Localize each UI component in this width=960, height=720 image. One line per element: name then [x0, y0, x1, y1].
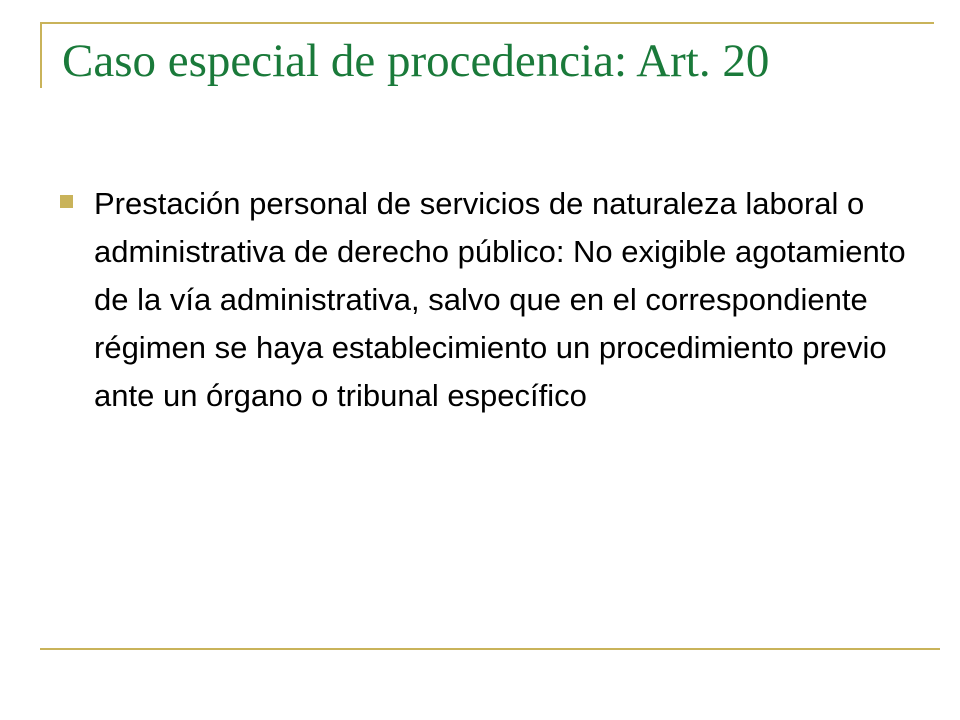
bullet-item [60, 180, 910, 420]
left-decorative-rule [40, 22, 42, 88]
slide-title: Caso especial de procedencia: Art. 20 [62, 35, 770, 87]
top-decorative-rule [40, 22, 934, 24]
bottom-decorative-rule [40, 648, 940, 650]
bullet-list [60, 180, 910, 420]
square-bullet-icon [60, 195, 73, 208]
bullet-text: Prestación personal de servicios de naturaleza laboral o administrativa de derecho público: No exigible agotamiento de la vía administrativa, salvo que en el correspondiente régimen se haya establecimiento un procedimiento previo ante un órgano o tribunal específico [94, 186, 906, 413]
